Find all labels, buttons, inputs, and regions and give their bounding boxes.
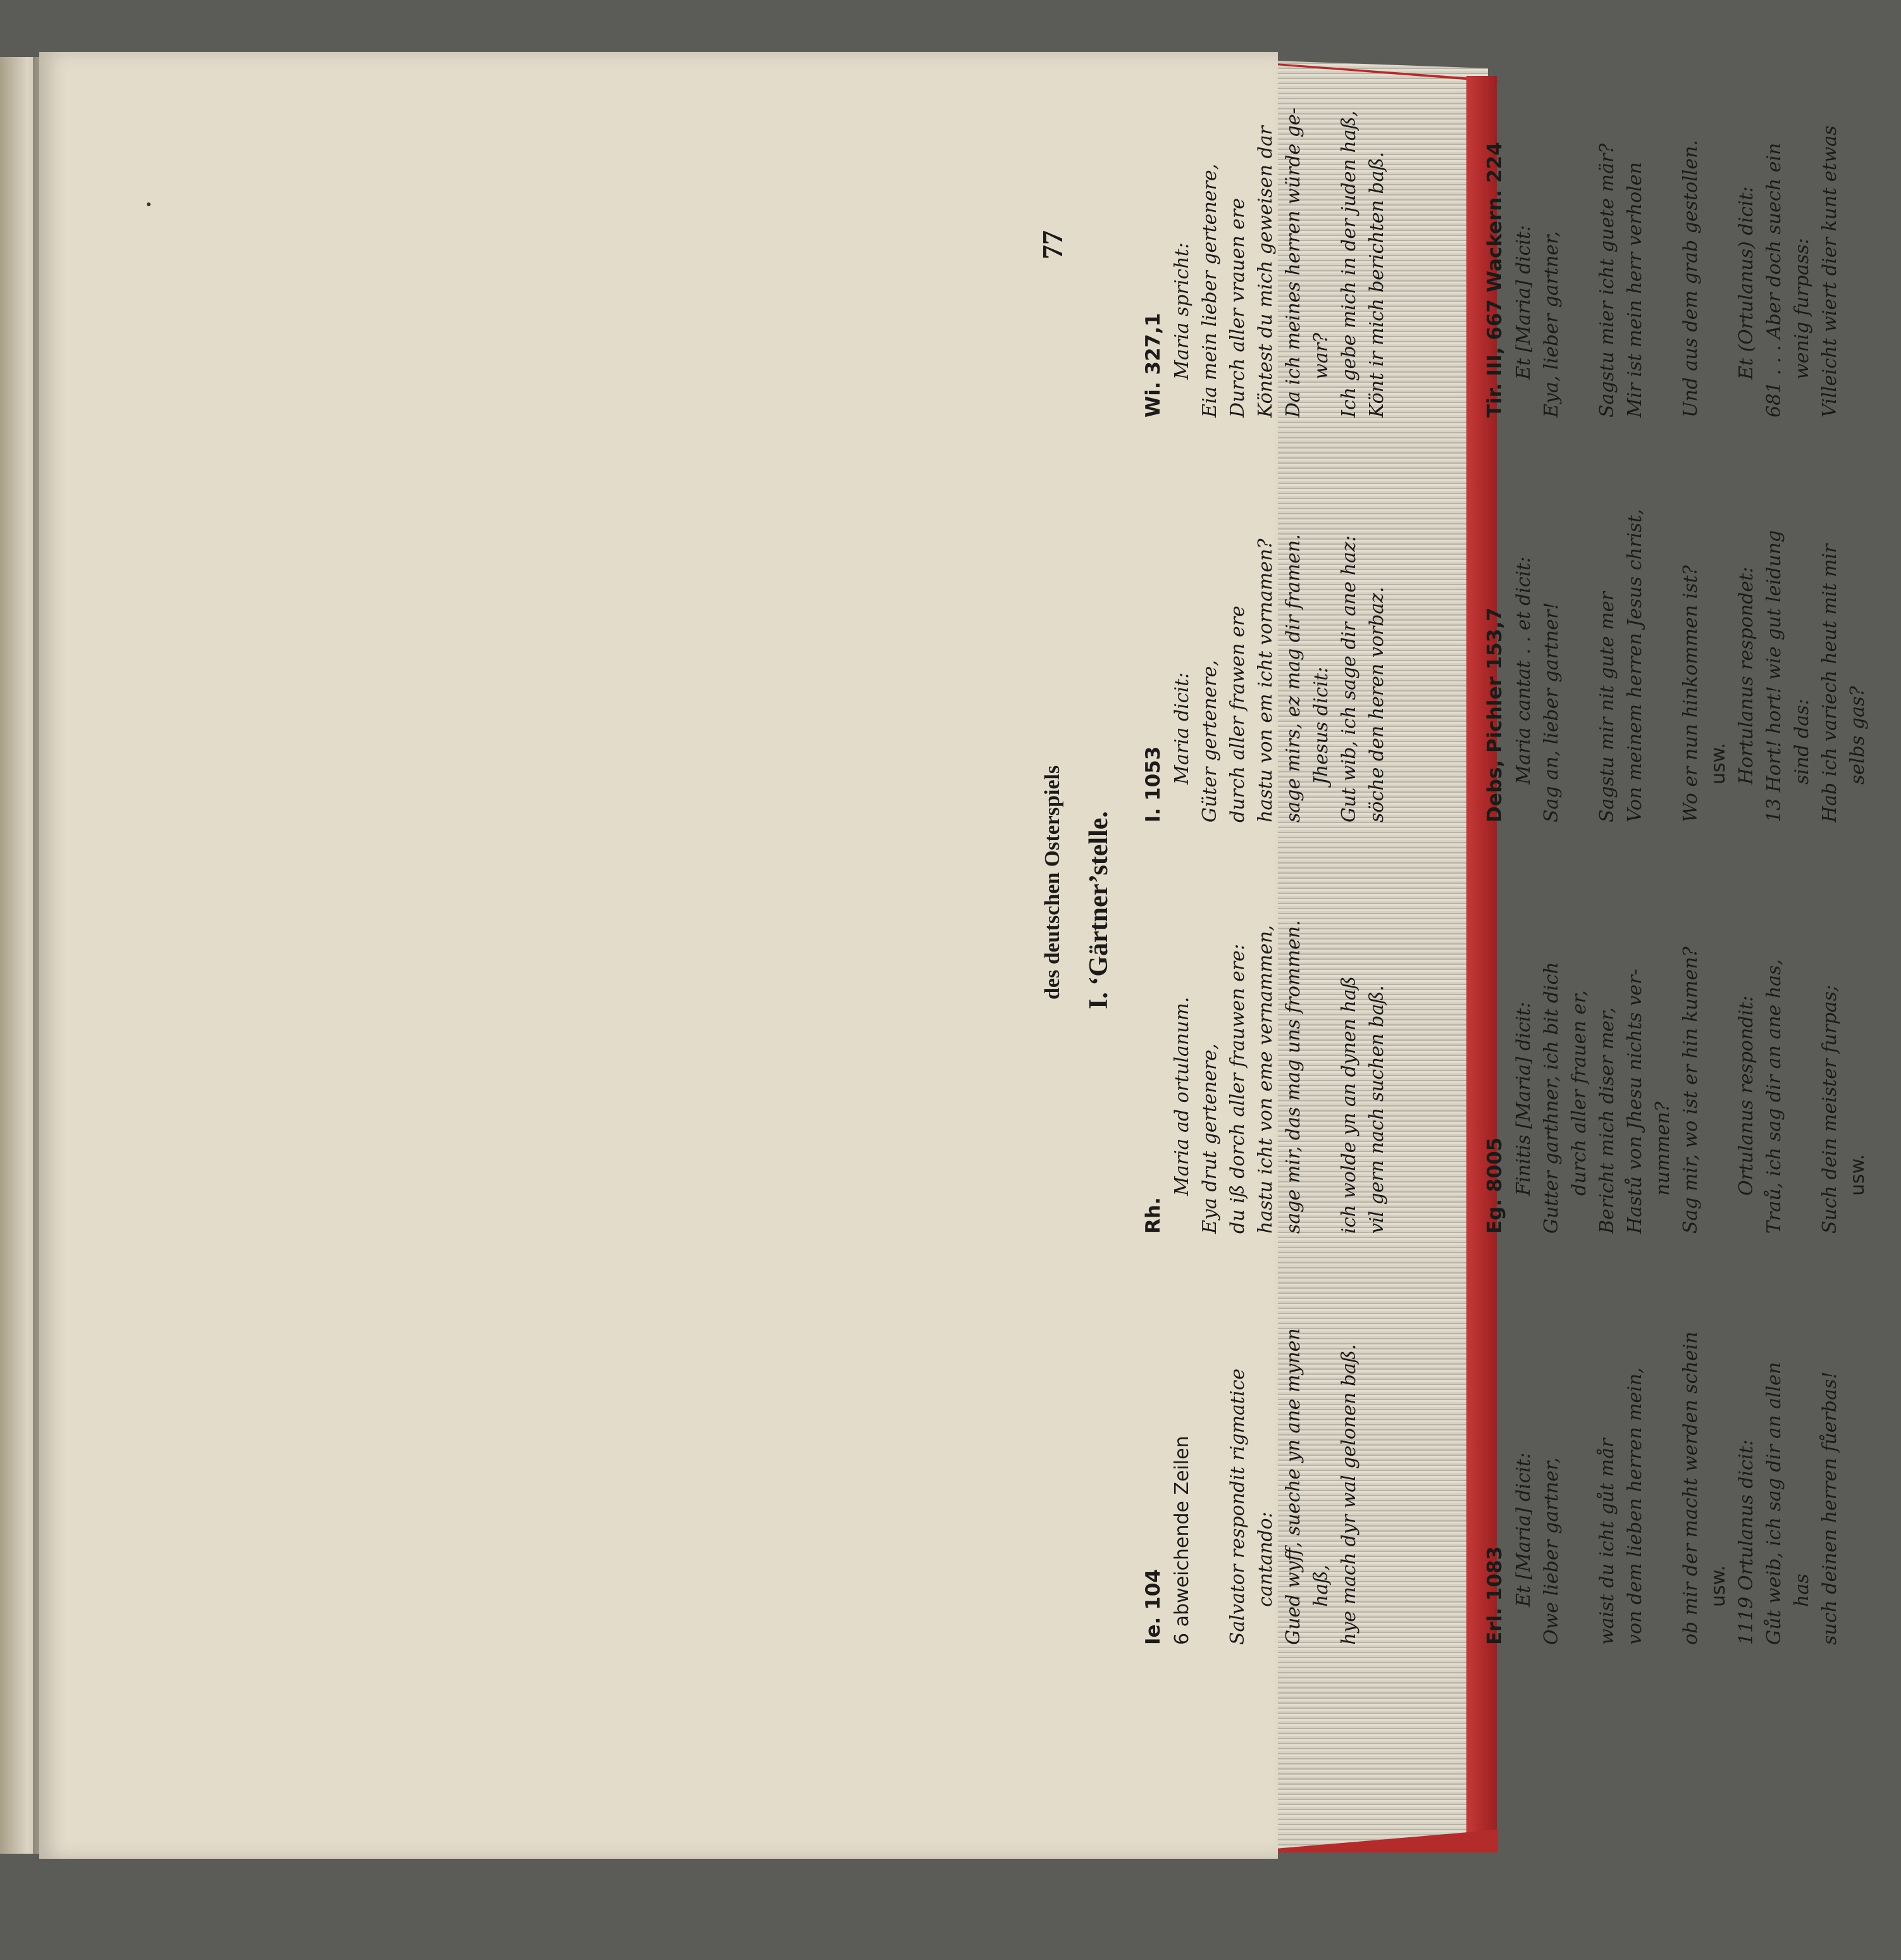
verse-line: Güter gertenere, (1199, 660, 1221, 822)
verse-line: cantando: (1254, 1511, 1277, 1607)
verse-line: Könt ir mich berichten baß. (1366, 151, 1388, 418)
verse-line: Finitis [Maria] dicit: (1513, 1002, 1535, 1196)
verse-line: sind das: (1791, 698, 1813, 785)
verse-line: Bericht mich diser mer, (1596, 1007, 1618, 1234)
verse-line: has (1791, 1573, 1813, 1607)
verse-line: Köntest du mich geweisen dar (1254, 126, 1277, 418)
verse-line: Gůt weib, ich sag dir an allen (1763, 1361, 1785, 1645)
column-siglum: Ie. 104 (1142, 1569, 1165, 1645)
verse-line: vil gern nach suchen baß. (1366, 985, 1388, 1234)
ink-speck (147, 202, 151, 206)
verse-line: von dem lieben herren mein, (1624, 1367, 1646, 1645)
verse-line: hye mach dyr wal gelonen baß. (1338, 1344, 1360, 1645)
verse-line: Owe lieber gartner, (1540, 1457, 1563, 1645)
page-number: 77 (1036, 230, 1068, 259)
verse-line: wenig furpass: (1791, 238, 1813, 380)
verse-line: Sag mir, wo ist er hin kumen? (1680, 946, 1702, 1234)
verse-line: ob mir der macht werden schein (1680, 1331, 1702, 1645)
verse-line: Gued wyff, sueche yn ane mynen (1282, 1328, 1304, 1645)
verse-line: Gut wib, ich sage dir ane haz: (1338, 535, 1360, 822)
verse-line: nummen? (1652, 1101, 1674, 1196)
verse-line: Maria dicit: (1171, 672, 1193, 785)
verse-line: Mir ist mein herr verholen (1624, 162, 1646, 418)
verse-line: selbs gas? (1847, 686, 1869, 785)
verse-line: Eya drut gertenere, (1199, 1043, 1221, 1234)
verse-line: 13 Hort! hort! wie gut leidung (1763, 530, 1785, 822)
verse-line: 681 . . . Aber doch suech ein (1763, 142, 1785, 418)
verse-line: Such dein meister furpas; (1819, 984, 1841, 1234)
verse-line: Traů, ich sag dir an ane has, (1763, 959, 1785, 1234)
column-siglum: Tir. III, 667 Wackern. 224 (1483, 142, 1506, 418)
verse-line: hastu icht von eme vernammen, (1254, 925, 1277, 1234)
verse-line: Hab ich variech heut mit mir (1819, 543, 1841, 822)
verse-line: 6 abweichende Zeilen (1171, 1436, 1193, 1645)
verse-line: Sagstu mier icht guete mär? (1596, 143, 1618, 418)
verse-line: such deinen herren fůerbas! (1819, 1371, 1841, 1645)
verse-line: war? (1310, 333, 1332, 380)
verse-line: Hortulanus respondet: (1735, 566, 1757, 785)
verse-line: sage mir, das mag uns frommen. (1282, 920, 1304, 1234)
column-siglum: I. 1053 (1142, 746, 1165, 822)
column-siglum: Eg. 8005 (1483, 1137, 1506, 1234)
verse-line: ich wolde yn an dynen haß (1338, 976, 1360, 1234)
verse-line: Durch aller vrauen ere (1227, 197, 1249, 418)
verse-line: Gutter garthner, ich bit dich (1540, 962, 1563, 1234)
verse-line: Ich gebe mich in der juden haß, (1338, 110, 1360, 418)
verse-line: Eya, lieber gartner, (1540, 231, 1563, 418)
verse-line: Hastů von Jhesu nichts ver- (1624, 969, 1646, 1234)
verse-line: sage mirs, ez mag dir framen. (1282, 534, 1304, 822)
verse-line: Ortulanus respondit: (1735, 995, 1757, 1196)
verse-line: Et [Maria] dicit: (1513, 225, 1535, 380)
verse-line: usw. (1847, 1154, 1869, 1196)
verse-line: Von meinem herren Jesus christ, (1624, 509, 1646, 822)
verse-line: durch aller frawen ere (1227, 605, 1249, 822)
column-siglum: Rh. (1142, 1197, 1165, 1234)
verse-line: Maria spricht: (1171, 242, 1193, 380)
verse-line: Da ich meines herren würde ge- (1282, 108, 1304, 418)
verse-line: Maria ad ortulanum. (1171, 996, 1193, 1196)
verse-line: 1119 Ortulanus dicit: (1735, 1439, 1757, 1645)
verse-line: Sag an, lieber gartner! (1540, 602, 1563, 822)
section-title: I. ‘Gärtner’stelle. (1084, 811, 1113, 1009)
verse-line: Jhesus dicit: (1310, 666, 1332, 785)
verse-line: Wo er nun hinkommen ist? (1680, 565, 1702, 822)
column-siglum: Wi. 327,1 (1142, 313, 1165, 418)
running-title: des deutschen Osterspiels (1041, 765, 1064, 1000)
verse-line: hastu von em icht vornamen? (1254, 538, 1277, 822)
verse-line: haß, (1310, 1565, 1332, 1607)
verse-line: Et (Ortulanus) dicit: (1735, 186, 1757, 380)
verse-line: durch aller frauen er, (1568, 990, 1590, 1196)
rotated-page-content (1034, 108, 1901, 1645)
verse-line: Villeicht wiert dier kunt etwas (1819, 125, 1841, 418)
verse-line: Maria cantat . . et dicit: (1513, 556, 1535, 785)
verse-line: söche den heren vorbaz. (1366, 586, 1388, 822)
verse-line: waist du icht gůt mår (1596, 1438, 1618, 1645)
verse-line: usw. (1707, 743, 1730, 785)
verse-line: Et [Maria] dicit: (1513, 1452, 1535, 1607)
verse-line: Und aus dem grab gestollen. (1680, 140, 1702, 418)
column-siglum: Debs, Pichler 153,7 (1483, 607, 1506, 822)
verse-line: Salvator respondit rigmatice (1227, 1368, 1249, 1645)
verse-line: du iß dorch aller frauwen ere: (1227, 943, 1249, 1234)
verse-line: Sagstu mir nit gute mer (1596, 592, 1618, 822)
column-siglum: Erl. 1083 (1483, 1546, 1506, 1645)
verse-line: Eia mein lieber gertenere, (1199, 163, 1221, 418)
verse-line: usw. (1707, 1565, 1730, 1607)
